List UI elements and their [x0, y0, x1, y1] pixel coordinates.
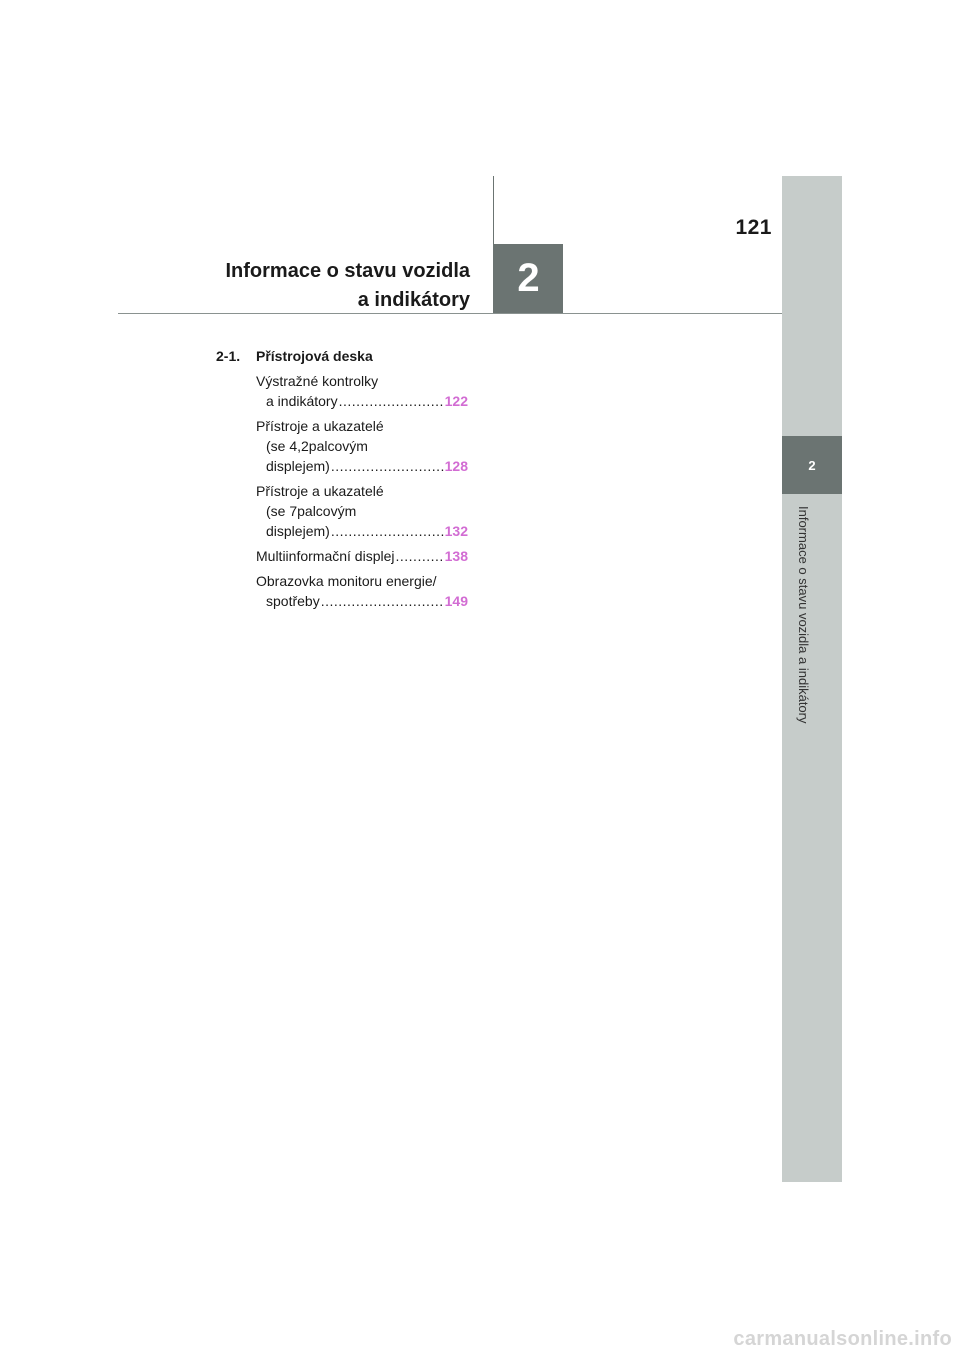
toc-entry-text: a indikátory	[266, 393, 338, 409]
toc-page-link[interactable]: 122	[444, 393, 468, 409]
toc-entry-text: displejem)	[266, 458, 330, 474]
toc-entry[interactable]	[216, 481, 468, 541]
toc-section-title	[216, 346, 468, 366]
toc-page-link[interactable]: 149	[444, 593, 468, 609]
side-tab-number: 2	[808, 457, 816, 473]
toc-leader-dots	[331, 456, 444, 476]
toc-page-link[interactable]: 128	[444, 458, 468, 474]
toc-leader-dots	[331, 521, 444, 541]
toc-entry-line: Přístroje a ukazatelé	[256, 483, 384, 499]
toc-section-number: 2-1.	[216, 348, 241, 364]
chapter-number-box	[494, 244, 563, 313]
toc-entry[interactable]	[216, 371, 468, 411]
page-number: 121	[735, 216, 772, 239]
toc-entry-text: spotřeby	[266, 593, 320, 609]
chapter-number: 2	[517, 256, 540, 300]
toc-entry-line: Obrazovka monitoru energie/	[256, 573, 437, 589]
toc-leader-dots	[339, 391, 444, 411]
toc-leader-dots	[396, 546, 444, 566]
watermark: carmanualsonline.info	[733, 1328, 952, 1350]
chapter-title-line1: Informace o stavu vozidla	[225, 260, 470, 282]
toc-entry[interactable]	[216, 546, 468, 566]
chapter-title	[225, 257, 470, 315]
toc-entry-text: displejem)	[266, 523, 330, 539]
toc-page-link[interactable]: 132	[444, 523, 468, 539]
toc-section-name: Přístrojová deska	[256, 348, 373, 364]
toc-entry-line: Přístroje a ukazatelé	[256, 418, 384, 434]
toc-leader-dots	[321, 591, 444, 611]
toc-entry[interactable]	[216, 571, 468, 611]
toc-entry-text: Multiinformační displej	[256, 548, 395, 564]
toc-entry-line: (se 4,2palcovým	[266, 438, 368, 454]
toc-entry-line: (se 7palcovým	[266, 503, 357, 519]
toc-page-link[interactable]: 138	[444, 548, 468, 564]
toc-entry[interactable]	[216, 416, 468, 476]
toc-entry-line: Výstražné kontrolky	[256, 373, 379, 389]
side-tab-label: Informace o stavu vozidla a indikátory	[796, 506, 811, 724]
table-of-contents	[216, 346, 468, 616]
side-tab[interactable]	[782, 436, 842, 494]
chapter-title-line2: a indikátory	[357, 289, 470, 311]
